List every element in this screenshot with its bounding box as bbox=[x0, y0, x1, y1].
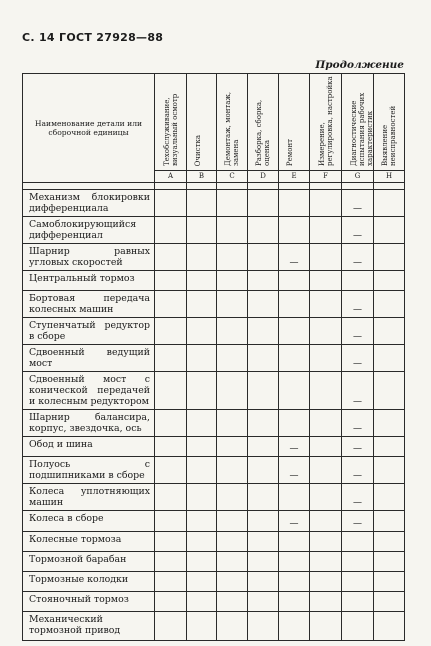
table-row bbox=[23, 345, 405, 372]
mark-cell bbox=[187, 572, 217, 592]
table-row bbox=[23, 271, 405, 291]
mark-cell bbox=[155, 345, 187, 372]
mark-cell: — bbox=[279, 244, 310, 271]
mark-cell bbox=[374, 345, 405, 372]
mark-cell bbox=[187, 437, 217, 457]
mark-cell bbox=[374, 532, 405, 552]
continuation-label: Продолжение bbox=[315, 59, 404, 71]
mark-cell bbox=[187, 244, 217, 271]
column-title: Техобслуживание, визуальный осмотр bbox=[162, 93, 179, 166]
row-header bbox=[23, 74, 155, 183]
mark-cell bbox=[279, 572, 310, 592]
page-header: С. 14 ГОСТ 27928—88 bbox=[22, 31, 164, 44]
mark-cell bbox=[374, 552, 405, 572]
component-name: Шарнир балансира, корпус, звездочка, ось bbox=[23, 410, 155, 437]
mark-cell bbox=[310, 484, 342, 511]
column-letter: H bbox=[374, 171, 405, 183]
column-header-c bbox=[217, 74, 248, 171]
mark-cell: — bbox=[342, 457, 374, 484]
mark-cell bbox=[374, 372, 405, 410]
mark-cell bbox=[217, 572, 248, 592]
column-header-e bbox=[279, 74, 310, 171]
mark-cell bbox=[248, 244, 279, 271]
component-name: Тормозные колодки bbox=[23, 572, 155, 592]
mark-cell bbox=[374, 484, 405, 511]
column-title: Измерение, регулировка, настройка bbox=[317, 76, 334, 166]
table-body bbox=[23, 190, 405, 641]
mark-cell bbox=[248, 484, 279, 511]
mark-cell bbox=[187, 484, 217, 511]
mark-cell: — bbox=[279, 457, 310, 484]
mark-cell bbox=[217, 217, 248, 244]
mark-cell bbox=[374, 271, 405, 291]
mark-cell bbox=[342, 572, 374, 592]
mark-cell: — bbox=[342, 244, 374, 271]
mark-cell bbox=[248, 345, 279, 372]
mark-cell: — bbox=[342, 190, 374, 217]
component-name: Механический тормозной привод bbox=[23, 612, 155, 641]
column-header-a bbox=[155, 74, 187, 171]
mark-cell bbox=[279, 484, 310, 511]
mark-cell bbox=[279, 271, 310, 291]
mark-cell bbox=[374, 457, 405, 484]
mark-cell bbox=[248, 318, 279, 345]
column-letter: D bbox=[248, 171, 279, 183]
component-name: Самоблокирующийся дифференциал bbox=[23, 217, 155, 244]
mark-cell bbox=[310, 345, 342, 372]
mark-cell bbox=[279, 552, 310, 572]
mark-cell bbox=[342, 552, 374, 572]
row-header-text: Наименование детали или сборочной единицы bbox=[34, 119, 143, 137]
column-letter: G bbox=[342, 171, 374, 183]
header-gap-row bbox=[23, 183, 405, 190]
table-row bbox=[23, 592, 405, 612]
mark-cell bbox=[248, 572, 279, 592]
component-name: Обод и шина bbox=[23, 437, 155, 457]
component-name: Колеса уплотняющих машин bbox=[23, 484, 155, 511]
component-name: Центральный тормоз bbox=[23, 271, 155, 291]
table-row bbox=[23, 572, 405, 592]
mark-cell bbox=[155, 572, 187, 592]
column-title: Разборка, сборка, оценка bbox=[255, 99, 271, 166]
gap-cell bbox=[155, 183, 187, 190]
mark-cell bbox=[155, 612, 187, 641]
component-name: Шарнир равных угловых скоростей bbox=[23, 244, 155, 271]
mark-cell bbox=[310, 410, 342, 437]
mark-cell bbox=[279, 291, 310, 318]
mark-cell: — bbox=[342, 318, 374, 345]
mark-cell bbox=[217, 291, 248, 318]
mark-cell bbox=[217, 345, 248, 372]
mark-cell bbox=[248, 217, 279, 244]
component-name: Стояночный тормоз bbox=[23, 592, 155, 612]
mark-cell bbox=[310, 318, 342, 345]
mark-cell bbox=[248, 532, 279, 552]
column-title: Ремонт bbox=[286, 138, 294, 166]
mark-cell bbox=[310, 291, 342, 318]
column-title: Очистка bbox=[193, 134, 202, 166]
mark-cell bbox=[187, 457, 217, 484]
gap-cell bbox=[217, 183, 248, 190]
mark-cell bbox=[187, 271, 217, 291]
mark-cell bbox=[217, 372, 248, 410]
table-row bbox=[23, 532, 405, 552]
mark-cell bbox=[310, 271, 342, 291]
mark-cell: — bbox=[342, 511, 374, 532]
mark-cell bbox=[279, 592, 310, 612]
table-row bbox=[23, 244, 405, 271]
mark-cell bbox=[217, 244, 248, 271]
maintenance-table bbox=[22, 73, 405, 641]
mark-cell bbox=[279, 410, 310, 437]
mark-cell bbox=[217, 484, 248, 511]
mark-cell bbox=[217, 318, 248, 345]
mark-cell bbox=[217, 532, 248, 552]
mark-cell bbox=[155, 318, 187, 345]
table-row bbox=[23, 511, 405, 532]
column-title: Демонтаж, монтаж, замена bbox=[224, 91, 240, 166]
mark-cell bbox=[217, 457, 248, 484]
mark-cell bbox=[342, 612, 374, 641]
mark-cell bbox=[310, 244, 342, 271]
mark-cell: — bbox=[342, 372, 374, 410]
table-row bbox=[23, 457, 405, 484]
column-header-g bbox=[342, 74, 374, 171]
mark-cell: — bbox=[342, 291, 374, 318]
gap-cell bbox=[279, 183, 310, 190]
mark-cell bbox=[342, 592, 374, 612]
mark-cell bbox=[310, 511, 342, 532]
mark-cell bbox=[155, 244, 187, 271]
mark-cell bbox=[310, 572, 342, 592]
mark-cell: — bbox=[279, 437, 310, 457]
mark-cell bbox=[155, 552, 187, 572]
mark-cell bbox=[187, 511, 217, 532]
mark-cell bbox=[310, 457, 342, 484]
table-row bbox=[23, 372, 405, 410]
mark-cell bbox=[187, 410, 217, 437]
column-letter: B bbox=[187, 171, 217, 183]
mark-cell bbox=[279, 372, 310, 410]
mark-cell bbox=[187, 217, 217, 244]
mark-cell bbox=[374, 511, 405, 532]
component-name: Колеса в сборе bbox=[23, 511, 155, 532]
mark-cell bbox=[310, 217, 342, 244]
mark-cell bbox=[248, 291, 279, 318]
mark-cell bbox=[310, 532, 342, 552]
mark-cell bbox=[342, 532, 374, 552]
gap-cell bbox=[374, 183, 405, 190]
mark-cell bbox=[217, 190, 248, 217]
mark-cell bbox=[155, 410, 187, 437]
mark-cell bbox=[187, 372, 217, 410]
column-title: Диагностические испытания рабочих характеристик bbox=[349, 92, 374, 166]
table-row bbox=[23, 291, 405, 318]
mark-cell bbox=[248, 410, 279, 437]
gap-cell bbox=[23, 183, 155, 190]
component-name: Полуось с подшипниками в сборе bbox=[23, 457, 155, 484]
mark-cell: — bbox=[342, 437, 374, 457]
mark-cell: — bbox=[342, 345, 374, 372]
mark-cell bbox=[217, 437, 248, 457]
mark-cell bbox=[279, 532, 310, 552]
mark-cell bbox=[248, 372, 279, 410]
mark-cell bbox=[310, 592, 342, 612]
mark-cell bbox=[310, 612, 342, 641]
column-header-f bbox=[310, 74, 342, 171]
mark-cell bbox=[310, 552, 342, 572]
gap-cell bbox=[248, 183, 279, 190]
component-name: Тормозной барабан bbox=[23, 552, 155, 572]
mark-cell bbox=[217, 592, 248, 612]
mark-cell bbox=[374, 318, 405, 345]
mark-cell: — bbox=[342, 484, 374, 511]
mark-cell bbox=[374, 592, 405, 612]
mark-cell: — bbox=[342, 410, 374, 437]
mark-cell: — bbox=[279, 511, 310, 532]
column-header-h bbox=[374, 74, 405, 171]
mark-cell bbox=[248, 592, 279, 612]
mark-cell bbox=[187, 552, 217, 572]
mark-cell bbox=[310, 437, 342, 457]
column-header-d bbox=[248, 74, 279, 171]
mark-cell bbox=[248, 271, 279, 291]
mark-cell bbox=[187, 532, 217, 552]
mark-cell bbox=[248, 457, 279, 484]
table-row bbox=[23, 410, 405, 437]
mark-cell bbox=[217, 612, 248, 641]
gap-cell bbox=[310, 183, 342, 190]
table-row bbox=[23, 190, 405, 217]
mark-cell bbox=[155, 484, 187, 511]
mark-cell bbox=[310, 372, 342, 410]
column-title: Выявление неисправностей bbox=[381, 105, 397, 166]
mark-cell bbox=[374, 437, 405, 457]
mark-cell bbox=[374, 217, 405, 244]
mark-cell bbox=[155, 592, 187, 612]
table-row bbox=[23, 552, 405, 572]
mark-cell bbox=[217, 511, 248, 532]
component-name: Механизм блокировки дифференциала bbox=[23, 190, 155, 217]
mark-cell bbox=[374, 244, 405, 271]
component-name: Колесные тормоза bbox=[23, 532, 155, 552]
column-header-row bbox=[23, 74, 405, 171]
table-row bbox=[23, 217, 405, 244]
mark-cell bbox=[155, 190, 187, 217]
gap-cell bbox=[187, 183, 217, 190]
mark-cell bbox=[310, 190, 342, 217]
mark-cell bbox=[187, 190, 217, 217]
mark-cell bbox=[374, 190, 405, 217]
mark-cell bbox=[155, 437, 187, 457]
mark-cell bbox=[155, 532, 187, 552]
mark-cell bbox=[187, 345, 217, 372]
mark-cell bbox=[248, 612, 279, 641]
table-row bbox=[23, 318, 405, 345]
mark-cell bbox=[155, 457, 187, 484]
mark-cell bbox=[279, 217, 310, 244]
mark-cell bbox=[187, 318, 217, 345]
mark-cell bbox=[279, 190, 310, 217]
mark-cell bbox=[155, 511, 187, 532]
mark-cell bbox=[187, 612, 217, 641]
mark-cell bbox=[374, 291, 405, 318]
column-letter: F bbox=[310, 171, 342, 183]
table-row bbox=[23, 484, 405, 511]
column-letter: E bbox=[279, 171, 310, 183]
mark-cell bbox=[279, 345, 310, 372]
mark-cell bbox=[155, 271, 187, 291]
mark-cell bbox=[248, 190, 279, 217]
mark-cell bbox=[155, 372, 187, 410]
mark-cell bbox=[248, 437, 279, 457]
column-header-b bbox=[187, 74, 217, 171]
table-row bbox=[23, 612, 405, 641]
column-letter: A bbox=[155, 171, 187, 183]
component-name: Бортовая передача колесных машин bbox=[23, 291, 155, 318]
mark-cell bbox=[374, 612, 405, 641]
mark-cell: — bbox=[342, 217, 374, 244]
mark-cell bbox=[374, 572, 405, 592]
mark-cell bbox=[187, 291, 217, 318]
mark-cell bbox=[279, 318, 310, 345]
mark-cell bbox=[187, 592, 217, 612]
gap-cell bbox=[342, 183, 374, 190]
column-letter: C bbox=[217, 171, 248, 183]
component-name: Сдвоенный ведущий мост bbox=[23, 345, 155, 372]
mark-cell bbox=[217, 410, 248, 437]
component-name: Ступенчатый редуктор в сборе bbox=[23, 318, 155, 345]
mark-cell bbox=[217, 271, 248, 291]
component-name: Сдвоенный мост с конической передачей и колесным редуктором bbox=[23, 372, 155, 410]
mark-cell bbox=[155, 291, 187, 318]
mark-cell bbox=[279, 612, 310, 641]
mark-cell bbox=[248, 511, 279, 532]
mark-cell bbox=[374, 410, 405, 437]
mark-cell bbox=[248, 552, 279, 572]
mark-cell bbox=[217, 552, 248, 572]
table-row bbox=[23, 437, 405, 457]
mark-cell bbox=[342, 271, 374, 291]
mark-cell bbox=[155, 217, 187, 244]
